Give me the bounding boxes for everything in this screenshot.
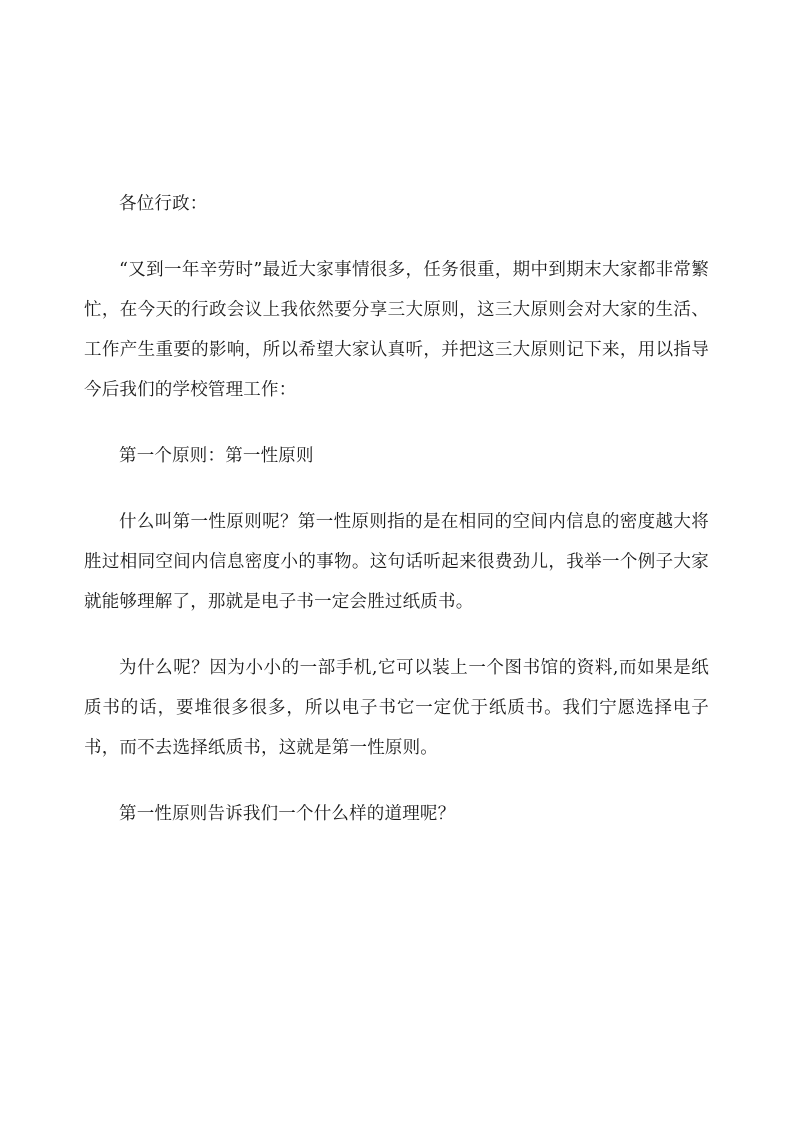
document-body (84, 184, 709, 834)
paragraph-principle-one-question: 第一性原则告诉我们一个什么样的道理呢？ (119, 804, 456, 824)
paragraph-principle-one-heading: 第一个原则：第一性原则 (119, 446, 314, 466)
paragraph-principle-one-example: 为什么呢？因为小小的一部手机,它可以装上一个图书馆的资料,而如果是纸质书的话，要堆很多很多，所以电子书它一定优于纸质书。我们宁愿选择电子书，而不去选择纸质书，这就是第一性原则。 (84, 658, 709, 758)
paragraph-salutation: 各位行政： (119, 194, 208, 214)
paragraph-intro: “又到一年辛劳时”最近大家事情很多，任务很重，期中到期末大家都非常繁忙，在今天的行政会议上我依然要分享三大原则，这三大原则会对大家的生活、工作产生重要的影响，所以希望大家认真听，并把这三大原则记下来，用以指导今后我们的学校管理工作： (84, 260, 709, 400)
paragraph-principle-one-definition: 什么叫第一性原则呢？第一性原则指的是在相同的空间内信息的密度越大将胜过相同空间内信息密度小的事物。这句话听起来很费劲儿，我举一个例子大家就能够理解了，那就是电子书一定会胜过纸质书。 (84, 512, 709, 612)
